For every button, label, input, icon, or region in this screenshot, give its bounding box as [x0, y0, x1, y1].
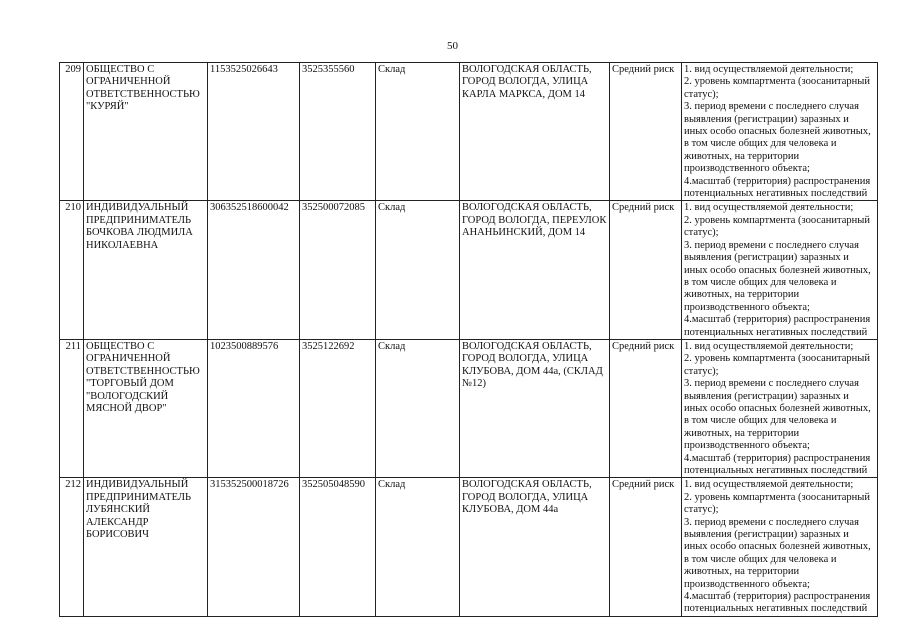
table-row [60, 63, 878, 201]
risk-category-cell: Средний риск [610, 339, 682, 477]
address-cell: ВОЛОГОДСКАЯ ОБЛАСТЬ, ГОРОД ВОЛОГДА, УЛИЦА КЛУБОВА, ДОМ 44а [460, 478, 610, 616]
table-row [60, 339, 878, 477]
criteria-cell [682, 478, 878, 616]
object-type-cell: Склад [376, 478, 460, 616]
ogrn-cell: 1023500889576 [208, 339, 300, 477]
registry-table [59, 62, 878, 617]
inn-cell: 3525122692 [300, 339, 376, 477]
row-number: 211 [60, 339, 84, 477]
criteria-cell [682, 201, 878, 339]
object-type-cell: Склад [376, 63, 460, 201]
criteria-item: 3. период времени с последнего случая выявления (регистрации) заразных и иных особо опасных болезней животных, в том числе общих для человека и животных, на территории производственного объекта; [684, 516, 871, 590]
risk-category-cell: Средний риск [610, 478, 682, 616]
row-number: 210 [60, 201, 84, 339]
criteria-item: 1. вид осуществляемой деятельности; [684, 340, 854, 352]
ogrn-cell: 1153525026643 [208, 63, 300, 201]
criteria-cell [682, 63, 878, 201]
address-cell: ВОЛОГОДСКАЯ ОБЛАСТЬ, ГОРОД ВОЛОГДА, ПЕРЕУЛОК АНАНЬИНСКИЙ, ДОМ 14 [460, 201, 610, 339]
entity-name: ОБЩЕСТВО С ОГРАНИЧЕННОЙ ОТВЕТСТВЕННОСТЬЮ "КУРЯЙ" [84, 63, 208, 201]
inn-cell: 3525355560 [300, 63, 376, 201]
criteria-item: 3. период времени с последнего случая выявления (регистрации) заразных и иных особо опасных болезней животных, в том числе общих для человека и животных, на территории производственного объекта; [684, 378, 871, 452]
object-type-cell: Склад [376, 201, 460, 339]
page-number: 50 [447, 40, 458, 52]
ogrn-cell: 306352518600042 [208, 201, 300, 339]
table-row [60, 201, 878, 339]
inn-cell: 352505048590 [300, 478, 376, 616]
row-number: 212 [60, 478, 84, 616]
criteria-item: 2. уровень компартмента (зоосанитарный статус); [684, 491, 870, 516]
criteria-item: 1. вид осуществляемой деятельности; [684, 202, 854, 214]
criteria-item: 2. уровень компартмента (зоосанитарный статус); [684, 76, 870, 100]
inn-cell: 352500072085 [300, 201, 376, 339]
table-row [60, 478, 878, 616]
criteria-item: 4.масштаб (территория) распространения потенциальных негативных последствий [684, 591, 871, 615]
address-cell: ВОЛОГОДСКАЯ ОБЛАСТЬ, ГОРОД ВОЛОГДА, УЛИЦА КАРЛА МАРКСА, ДОМ 14 [460, 63, 610, 201]
risk-category-cell: Средний риск [610, 201, 682, 339]
criteria-item: 2. уровень компартмента (зоосанитарный статус); [684, 353, 870, 377]
entity-name: ИНДИВИДУАЛЬНЫЙ ПРЕДПРИНИМАТЕЛЬ БОЧКОВА ЛЮДМИЛА НИКОЛАЕВНА [84, 201, 208, 339]
criteria-item: 2. уровень компартмента (зоосанитарный статус); [684, 214, 870, 239]
entity-name: ИНДИВИДУАЛЬНЫЙ ПРЕДПРИНИМАТЕЛЬ ЛУБЯНСКИЙ АЛЕКСАНДР БОРИСОВИЧ [84, 478, 208, 616]
criteria-item: 3. период времени с последнего случая выявления (регистрации) заразных и иных особо опасных болезней животных, в том числе общих для человека и животных, на территории производственного объекта; [684, 101, 871, 175]
row-number: 209 [60, 63, 84, 201]
ogrn-cell: 315352500018726 [208, 478, 300, 616]
criteria-item: 4.масштаб (территория) распространения потенциальных негативных последствий [684, 314, 871, 338]
criteria-item: 4.масштаб (территория) распространения потенциальных негативных последствий [684, 175, 871, 200]
criteria-cell [682, 339, 878, 477]
entity-name: ОБЩЕСТВО С ОГРАНИЧЕННОЙ ОТВЕТСТВЕННОСТЬЮ "ТОРГОВЫЙ ДОМ "ВОЛОГОДСКИЙ МЯСНОЙ ДВОР" [84, 339, 208, 477]
criteria-item: 1. вид осуществляемой деятельности; [684, 64, 854, 75]
criteria-item: 4.масштаб (территория) распространения потенциальных негативных последствий [684, 452, 871, 476]
address-cell: ВОЛОГОДСКАЯ ОБЛАСТЬ, ГОРОД ВОЛОГДА, УЛИЦА КЛУБОВА, ДОМ 44а, (СКЛАД №12) [460, 339, 610, 477]
criteria-item: 1. вид осуществляемой деятельности; [684, 479, 854, 491]
object-type-cell: Склад [376, 339, 460, 477]
risk-category-cell: Средний риск [610, 63, 682, 201]
criteria-item: 3. период времени с последнего случая выявления (регистрации) заразных и иных особо опасных болезней животных, в том числе общих для человека и животных, на территории производственного объекта; [684, 239, 871, 313]
